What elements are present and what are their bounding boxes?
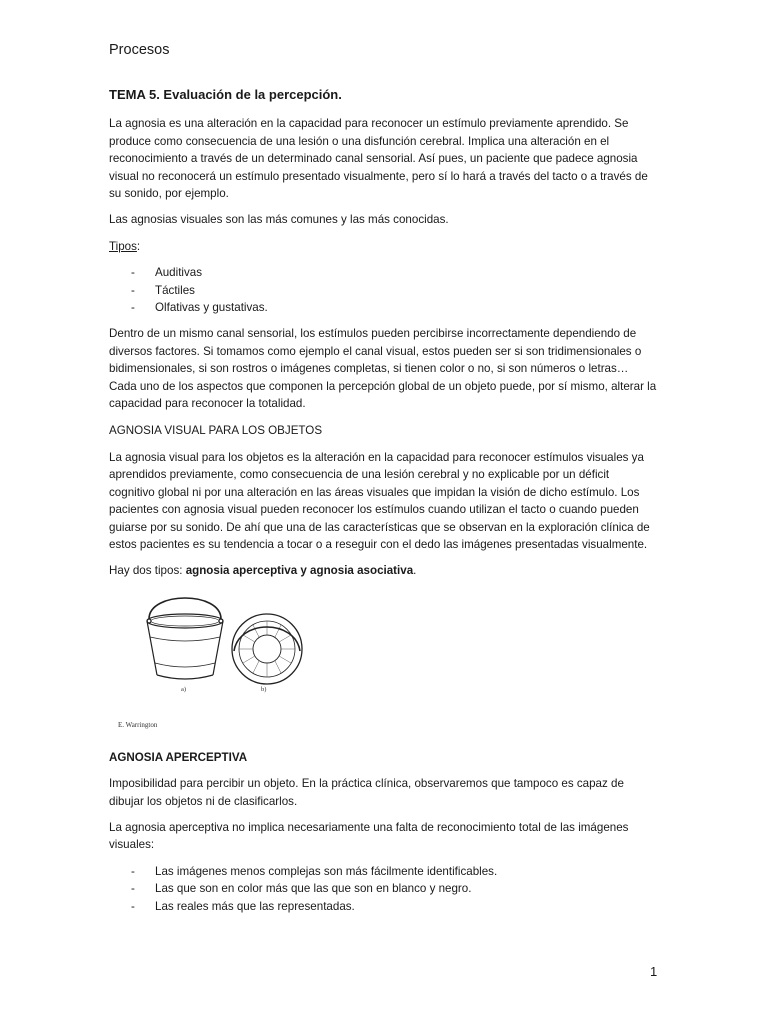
- aperceptiva-definition-paragraph: Imposibilidad para percibir un objeto. En la práctica clínica, observaremos que tampoco es capaz de dibujar los objetos ni de clasificarlos.: [109, 777, 624, 808]
- aperceptiva-recognition-paragraph: La agnosia aperceptiva no implica necesariamente una falta de reconocimiento total de las imágenes visuales:: [109, 820, 629, 852]
- two-types-prefix: Hay dos tipos:: [109, 564, 186, 578]
- tipos-list: [109, 264, 657, 316]
- section-heading-visual-objects: AGNOSIA VISUAL PARA LOS OBJETOS: [109, 423, 323, 437]
- list-item: - Las reales más que las representadas.: [109, 898, 657, 915]
- tipos-heading: [109, 238, 657, 255]
- visual-agnosia-paragraph: Las agnosias visuales son las más comunes y las más conocidas.: [109, 213, 449, 227]
- list-item: - Las que son en color más que las que son en blanco y negro.: [109, 880, 657, 897]
- figure-label-b: b): [261, 685, 267, 693]
- list-item: - Táctiles: [109, 282, 657, 299]
- aperceptiva-list: [109, 863, 657, 915]
- list-item: - Olfativas y gustativas.: [109, 299, 657, 316]
- bucket-drawings: [109, 589, 309, 735]
- tipos-label: Tipos: [109, 239, 137, 253]
- two-types-bold: agnosia aperceptiva y agnosia asociativa: [185, 564, 414, 578]
- page-content: [109, 86, 657, 924]
- list-item: - Auditivas: [109, 264, 657, 281]
- figure-credit: E. Warrington: [118, 720, 158, 729]
- figure-label-a: a): [181, 685, 187, 693]
- object-agnosia-paragraph: La agnosia visual para los objetos es la alteración en la capacidad para reconocer estímulos visuales ya aprendidos previamente, como consecuencia de una lesión cerebral y no explicable por un déficit cognitivo global ni por una alteración en las áreas visuales que impidan la visión de dicho estímulo. Los pacientes con agnosia visual pueden reconocer los estímulos cuando utilizan el tacto o cuando pueden guiarse por su sonido. De ahí que una de las características que se observan en la exploración clínica de estos pacientes es su tendencia a tocar o a reseguir con el dedo las imágenes presentadas visualmente.: [109, 450, 650, 551]
- two-types-paragraph: [109, 562, 657, 579]
- page-title: TEMA 5. Evaluación de la percepción.: [109, 87, 342, 102]
- bucket-side-view-drawing: [147, 598, 223, 679]
- tipos-colon: :: [136, 239, 141, 253]
- page-header: Procesos: [109, 42, 170, 58]
- intro-paragraph: La agnosia es una alteración en la capacidad para reconocer un estímulo previamente aprendido. Se produce como consecuencia de una lesión o una disfunción cerebral. Implica una alteración en el reconocimiento a través de un determinado canal sensorial. Así pues, un paciente que padece agnosia visual no reconocerá un estímulo presentado visualmente, pero sí lo hará a través del tacto o a través de su sonido, por ejemplo.: [109, 117, 648, 201]
- list-item: - Las imágenes menos complejas son más fácilmente identificables.: [109, 863, 657, 880]
- bucket-figure: [109, 589, 309, 735]
- two-types-suffix: .: [413, 564, 417, 578]
- page-number: 1: [650, 964, 658, 979]
- bucket-top-view-drawing: [232, 614, 302, 684]
- section-heading-aperceptiva: AGNOSIA APERCEPTIVA: [109, 750, 248, 764]
- sensory-channel-paragraph: Dentro de un mismo canal sensorial, los estímulos pueden percibirse incorrectamente dependiendo de diversos factores. Si tomamos como ejemplo el canal visual, estos pueden ser si son tridimensionales o bidimensionales, si son rostros o imágenes completas, si tienen color o no, si son números o letras… Cada uno de los aspectos que componen la percepción global de un objeto puede, por sí mismo, alterar la capacidad para reconocer la totalidad.: [109, 327, 657, 411]
